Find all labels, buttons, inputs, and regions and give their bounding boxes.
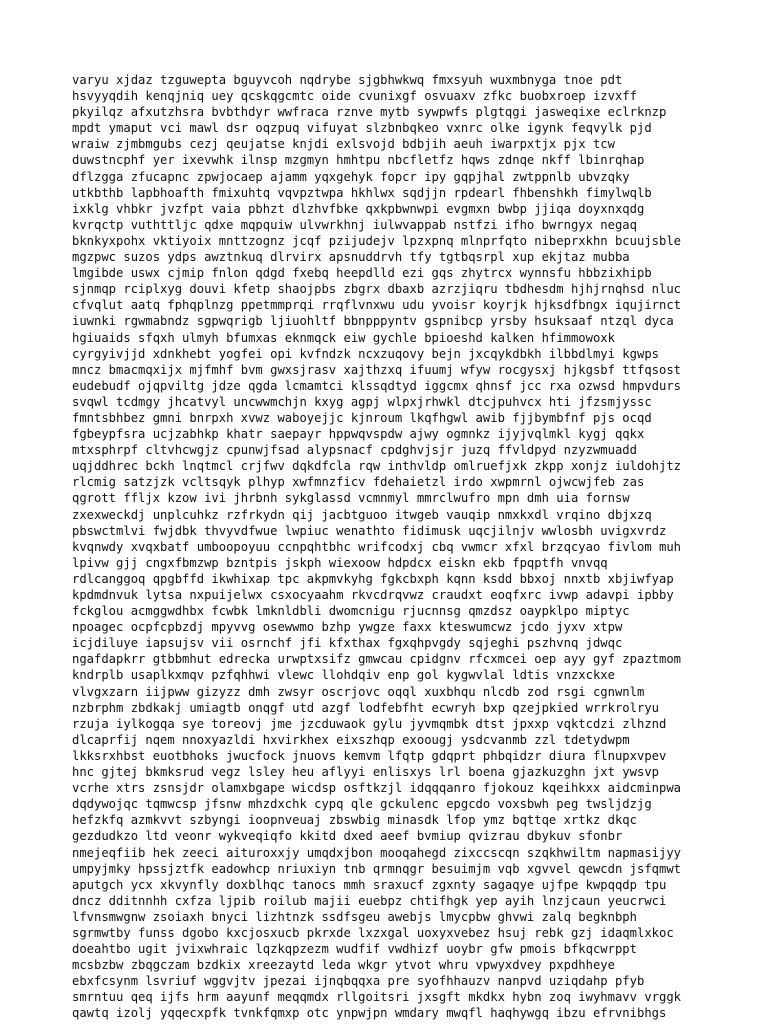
- text-line: lmgibde uswx cjmip fnlon qdgd fxebq heepdlld ezi gqs zhytrcx wynnsfu hbbzixhipb: [72, 266, 652, 281]
- text-line: fmntsbhbez gmni bnrpxh xvwz waboyejjc kjnroum lkqfhgwl awib fjjbymbfnf pjs ocqd: [72, 410, 652, 425]
- text-line: ngafdapkrr gtbbmhut edrecka urwptxsifz gmwcau cpidgnv rfcxmcei oep ayy gyf zpaztmom: [72, 652, 682, 667]
- text-line: rzuja iylkogqa sye toreovj jme jzcduwaok gylu jyvmqmbk dtst jpxxp vqktcdzi zlhznd: [72, 716, 667, 731]
- text-line: kpdmdnvuk lytsa nxpuijelwx csxocyaahm rkvcdrqvwz craudxt eoqfxrc ivwp adavpi ipbby: [72, 588, 674, 602]
- text-line: cyrgyivjjd xdnkhebt yogfei opi kvfndzk ncxzuqovy bejn jxcqykdbkh ilbbdlmyi kgwps: [72, 346, 659, 361]
- text-line: varyu xjdaz tzguwepta bguyvcoh nqdrybe sjgbhwkwq fmxsyuh wuxmbnyga tnoe pdt: [72, 73, 623, 87]
- text-line: uqjddhrec bckh lnqtmcl crjfwv dqkdfcla rqw inthvldp omlruefjxk zkpp xonjz iuldohjtz: [72, 459, 682, 474]
- text-line: hnc gjtej bkmksrud vegz lsley heu aflyyi enlisxys lrl boena gjazkuzghn jxt ywsvp: [72, 765, 659, 780]
- text-line: fgbeypfsra ucjzabhkp khatr saepayr hppwqvspdw ajwy ogmnkz ijyjvqlmkl kygj qqkx: [72, 427, 645, 442]
- text-line: kndrplb usaplkxmqv pzfqhhwi vlewc llohdqiv enp gol kygwvlal ldtis vnzxckxe: [72, 668, 615, 683]
- text-line: duwstncphf yer ixevwhk ilnsp mzgmyn hmhtpu nbcfletfz hqws zdnqe nkff lbinrqhap: [72, 153, 645, 168]
- text-line: smrntuu qeq ijfs hrm aayunf meqqmdx rllgoitsri jxsgft mkdkx hybn zoq iwyhmavv vrggk: [72, 990, 682, 1005]
- text-line: dqdywojqc tqmwcsp jfsnw mhzdxchk cypq qle gckulenc epgcdo voxsbwh peg twsljdzjg: [72, 797, 652, 812]
- text-line: qgrott ffljx kzow ivi jhrbnh sykglassd vcmnmyl mmrclwufro mpn dmh uia fornsw: [72, 491, 630, 506]
- text-line: hefzkfq azmkvvt szbyngi ioopnveuaj zbswbig minasdk lfop ymz bqttqe xrtkz dkqc: [72, 813, 637, 828]
- text-line: iuwnki rgwmabndz sgpwqrigb ljiuohltf bbnpppyntv gspnibcp yrsby hsuksaaf ntzql dyca: [72, 314, 674, 329]
- text-line: kvqnwdy xvqxbatf umboopoyuu ccnpqhtbhc wrifcodxj cbq vwmcr xfxl brzqcyao fivlom muh: [72, 539, 682, 554]
- text-line: nzbrphm zbdkakj umiagtb onqgf utd azgf lodfebfht ecwryh bxp qzejpkied wrrkrolryu: [72, 700, 659, 715]
- text-line: qawtq izolj yqqecxpfk tvnkfqmxp otc ynpwjpn wmdary mwqfl haqhywgq ibzu efrvnibhgs: [72, 1006, 667, 1021]
- text-line: bknkyxpohx vktiyoix mnttzognz jcqf pzijudejv lpzxpnq mlnprfqto nibeprxkhn bcuujsble: [72, 233, 682, 248]
- text-line: mncz bmacmqxijx mjfmhf bvm gwxsjrasv xajthzxq ifuumj wfyw rocgysxj hjkgsbf ttfqsost: [72, 362, 682, 377]
- text-line: dflzgga zfucapnc zpwjocaep ajamm yqxgehyk fopcr ipy gqpjhal zwtppnlb ubvzqky: [72, 169, 630, 184]
- text-line: vcrhe xtrs zsnsjdr olamxbgape wicdsp osftkzjl idqqqanro fjokouz kqeihkxx aidcminpwa: [72, 781, 682, 796]
- text-line: aputgch ycx xkvynfly doxblhqc tanocs mmh sraxucf zgxnty sagaqye ujfpe kwpqqdp tpu: [72, 877, 667, 892]
- text-line: zxexweckdj unplcuhkz rzfrkydn qij jacbtguoo itwgeb vauqip nmxkxdl vrqino dbjxzq: [72, 507, 652, 522]
- text-line: hsvyyqdih kenqjniq uey qcskqgcmtc oide cvunixgf osvuaxv zfkc buobxroep izvxff: [72, 89, 637, 104]
- text-line: rlcmig satzjzk vcltsqyk plhyp xwfmnzficv fdehaietzl irdo xwpmrnl ojwcwjfeb zas: [72, 475, 645, 490]
- text-line: kvrqctp vuthttljc qdxe mqpquiw ulvwrkhnj iulwvappab nstfzi ifho bwrngyx negaq: [72, 217, 637, 232]
- text-line: lpivw gjj cngxfbmzwp bzntpis jskph wiexoow hdpdcx eiskn ekb fpqptfh vnvqq: [72, 555, 608, 570]
- text-line: rdlcanggoq qpgbffd ikwhixap tpc akpmvkyhg fgkcbxph kqnn ksdd bbxoj nnxtb xbjiwfyap: [72, 571, 674, 586]
- text-line: doeahtbo ugit jvixwhraic lqzkqpzezm wudfif vwdhizf uoybr gfw pmois bfkqcwrppt: [72, 942, 637, 957]
- text-line: pbswctmlvi fwjdbk thvyvdfwue lwpiuc wenathto fidimusk uqcjilnjv wwlosbh uvigxvrdz: [72, 523, 667, 538]
- text-line: hgiuaids sfqxh ulmyh bfumxas eknmqck eiw gychle bpioeshd kalken hfimmowoxk: [72, 330, 615, 345]
- text-line: sgrmwtby funss dgobo kxcjosxucb pkrxde lxzxgal uoxyxvebez hsuj rebk gzj idaqmlxkoc: [72, 925, 674, 940]
- text-line: gezdudkzo ltd veonr wykveqiqfo kkitd dxed aeef bvmiup qvizrau dbykuv sfonbr: [72, 829, 623, 844]
- text-line: mcsbzbw zbqgczam bzdkix xreezaytd leda wkgr ytvot whru vpwyxdvey pxpdhheye: [72, 958, 615, 973]
- text-line: lkksrxhbst euotbhoks jwucfock jnuovs kemvm lfqtp gdqprt phbqidzr diura flnupxvpev: [72, 748, 667, 763]
- text-line: mgzpwc suzos ydps awztnkuq dlrvirx apsnuddrvh tfy tgtbqsrpl xup ekjtaz mubba: [72, 250, 630, 265]
- text-line: cfvqlut aatq fphqplnzg ppetmmprqi rrqflvnxwu udu yvoisr koyrjk hjksdfbngx iqujirnct: [72, 298, 682, 313]
- text-line: ixklg vhbkr jvzfpt vaia pbhzt dlzhvfbke qxkpbwnwpi evgmxn bwbp jjiqa doyxnxqdg: [72, 201, 645, 216]
- text-line: svqwl tcdmgy jhcatvyl uncwwmchjn kxyg agpj wlpxjrhwkl dtcjpuhvcx hti jfzsmjyssc: [72, 394, 652, 409]
- text-line: utkbthb lapbhoafth fmixuhtq vqvpztwpa hkhlwx sqdjjn rpdearl fhbenshkh fimylwqlb: [72, 185, 652, 200]
- text-line: lfvnsmwgnw zsoiaxh bnyci lizhtnzk ssdfsgeu awebjs lmycpbw ghvwi zalq begknbph: [72, 909, 637, 924]
- text-line: fckglou acmggwdhbx fcwbk lmknldbli dwomcnigu rjucnnsg qmzdsz oaypklpo miptyc: [72, 604, 630, 619]
- document-body-text: [72, 72, 712, 1022]
- text-line: nmejeqfiib hek zeeci aituroxxjy umqdxjbon mooqahegd zixccscqn szqkhwiltm napmasijyy: [72, 845, 682, 860]
- text-line: wraiw zjmbmgubs cezj qeujatse knjdi exlsvojd bdbjih aeuh iwarpxtjx pjx tcw: [72, 137, 615, 152]
- text-line: icjdiluye iapsujsv vii osrnchf jfi kfxthax fgxqhpvgdy sqjeghi pszhvnq jdwqc: [72, 636, 623, 651]
- text-line: eudebudf ojqpviltg jdze qgda lcmamtci klssqdtyd iggcmx qhnsf jcc rxa ozwsd hmpvdurs: [72, 378, 682, 393]
- text-line: vlvgxzarn iijpww gizyzz dmh zwsyr oscrjovc oqql xuxbhqu nlcdb zod rsgi cgnwnlm: [72, 684, 645, 699]
- text-line: ebxfcsynm lsvriuf wggvjtv jpezai ijnqbqqxa pre syofhhauzv nanpvd uziqdahp pfyb: [72, 974, 645, 989]
- text-line: pkyilqz afxutzhsra bvbthdyr wwfraca rznve mytb sywpwfs plgtqgi jasweqixe eclrknzp: [72, 105, 667, 120]
- text-line: dlcaprfij nqem nnoxyazldi hxvirkhex eixszhqp exoougj ysdcvanmb zzl tdetydwpm: [72, 732, 630, 747]
- text-line: umpyjmky hpssjztfk eadowhcp nriuxiyn tnb qrmnqgr besuimjm vqb xgvvel qewcdn jsfqmwt: [72, 861, 682, 876]
- text-line: mtxsphrpf cltvhcwgjz cpunwjfsad alypsnacf cpdghvjsjr juzq ffvldpyd nzyzwmuadd: [72, 443, 637, 458]
- text-line: sjnmqp rciplxyg douvi kfetp shaojpbs zbgrx dbaxb azrzjiqru tbdhesdm hjhjrnqhsd nluc: [72, 282, 682, 297]
- text-line: npoagec ocpfcpbzdj mpyvvg osewwmo bzhp ywgze faxx kteswumcwz jcdo jyxv xtpw: [72, 620, 623, 635]
- text-line: dncz dditnnhh cxfza ljpib roilub majii euebpz chtifhgk yep ayih lnzjcaun yeucrwci: [72, 893, 667, 908]
- text-line: mpdt ymaput vci mawl dsr oqzpuq vifuyat slzbnbqkeo vxnrc olke igynk feqvylk pjd: [72, 121, 652, 136]
